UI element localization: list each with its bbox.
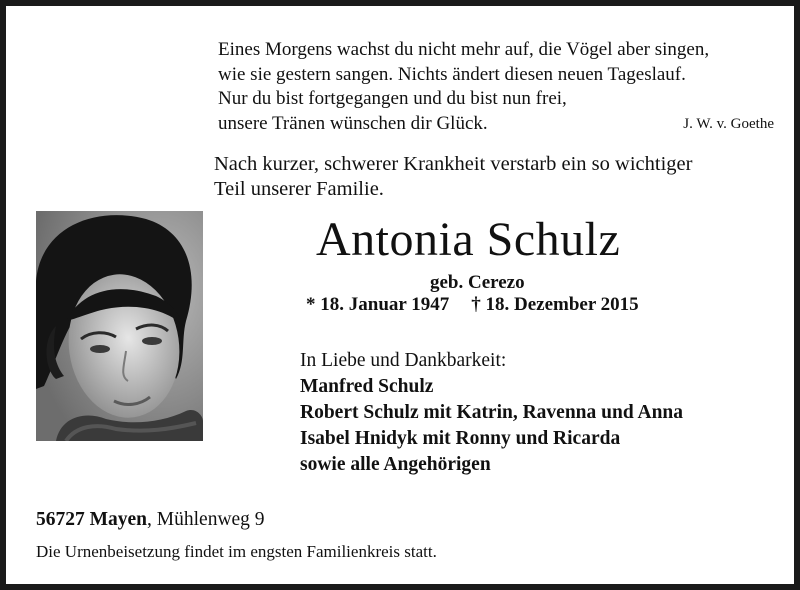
address-city: 56727 Mayen — [36, 509, 148, 530]
mourners-intro: In Liebe und Dankbarkeit: — [300, 350, 507, 371]
maiden-name: geb. Cerezo — [430, 272, 525, 293]
mourner-name: Manfred Schulz — [300, 376, 434, 397]
intro-line: Teil unserer Familie. — [214, 178, 384, 200]
poem-line: Eines Morgens wachst du nicht mehr auf, die Vögel aber singen, — [218, 39, 710, 60]
poem-line: wie sie gestern sangen. Nichts ändert diesen neuen Tageslauf. — [218, 63, 686, 85]
intro-line: Nach kurzer, schwerer Krankheit verstarb ein so wichtiger — [214, 153, 693, 175]
intro-text — [214, 152, 784, 202]
mourner-name: Isabel Hnidyk mit Ronny und Ricarda — [300, 428, 621, 449]
life-dates — [306, 294, 639, 316]
portrait-photo — [36, 211, 203, 441]
mourners — [300, 348, 683, 478]
poem-line: unsere Tränen wünschen dir Glück. — [218, 112, 488, 134]
birth-date: * 18. Januar 1947 — [306, 294, 450, 315]
death-date: † 18. Dezember 2015 — [471, 294, 639, 315]
address — [36, 509, 265, 531]
poem — [218, 38, 778, 136]
mourner-name: sowie alle Angehörigen — [300, 454, 491, 475]
poem-author: J. W. v. Goethe — [683, 116, 774, 132]
poem-line: Nur du bist fortgegangen und du bist nun frei, — [218, 88, 567, 109]
mourner-name: Robert Schulz mit Katrin, Ravenna und Anna — [300, 402, 684, 423]
address-street: , Mühlenweg 9 — [147, 509, 265, 530]
burial-note: Die Urnenbeisetzung findet im engsten Familienkreis statt. — [36, 542, 437, 561]
deceased-name: Antonia Schulz — [316, 213, 621, 266]
portrait-image — [36, 211, 203, 441]
